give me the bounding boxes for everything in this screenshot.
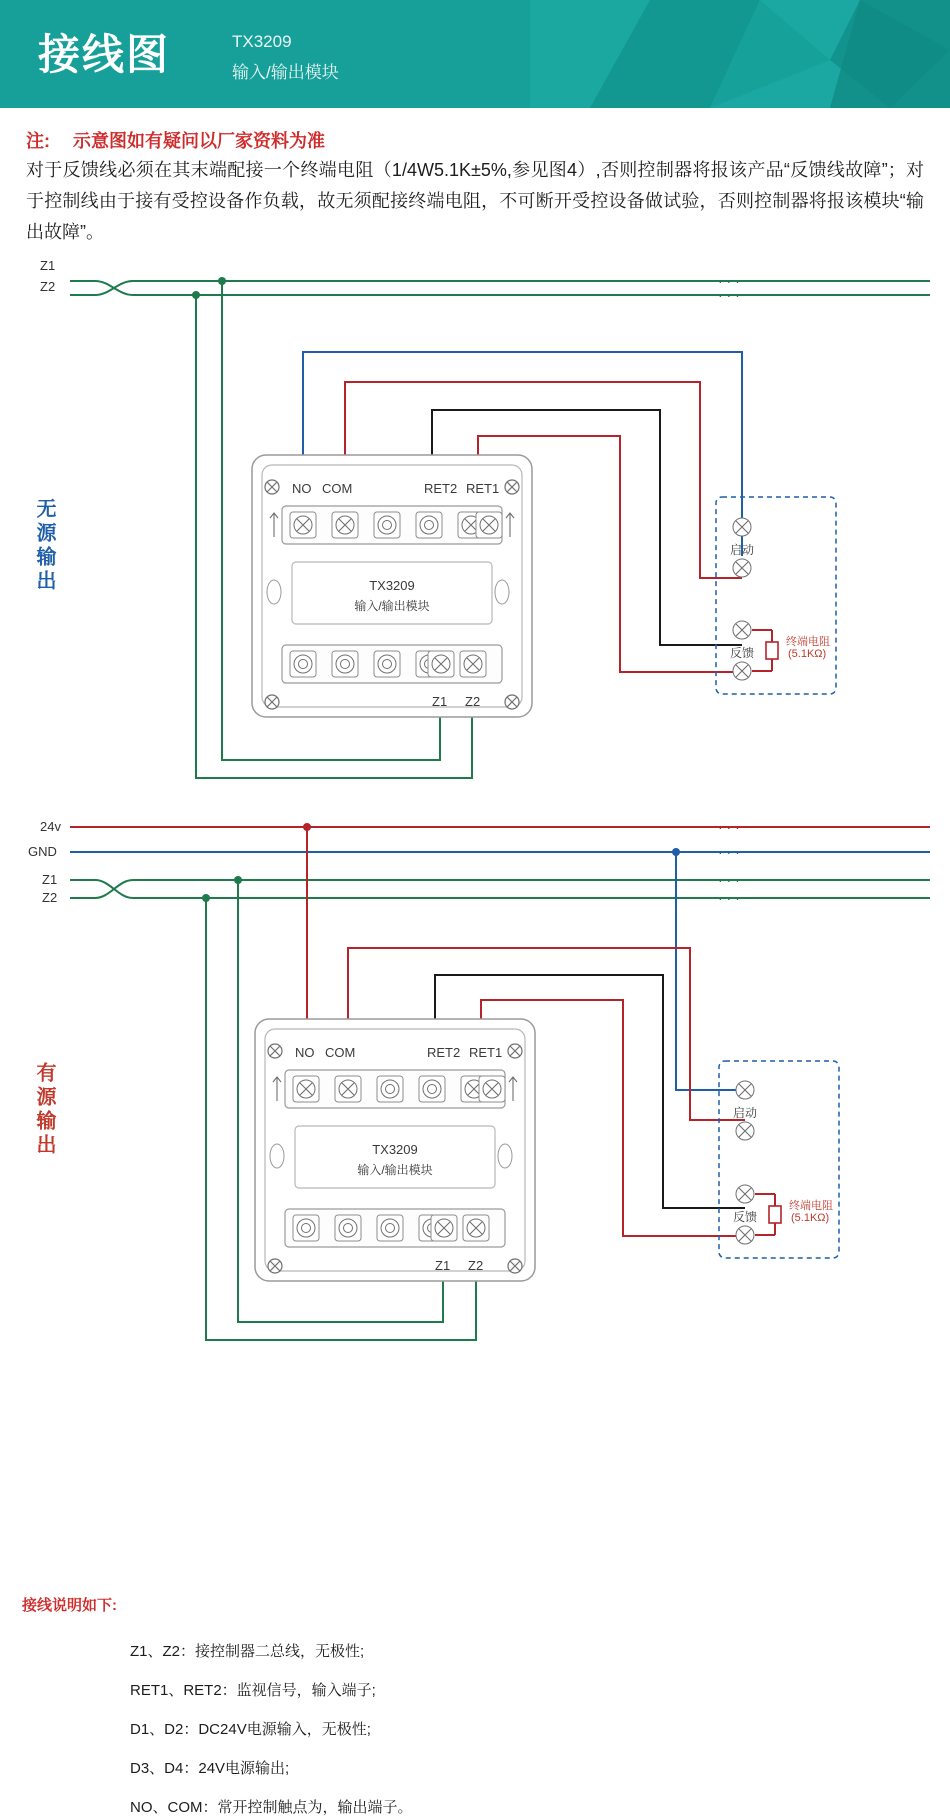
device2-resistor-label: 终端电阻 <box>789 1200 833 1212</box>
module1-desc: 输入/输出模块 <box>354 599 430 613</box>
device2-resistor-value: (5.1KΩ) <box>791 1212 830 1224</box>
section2-side-label: 有源输出 <box>33 1062 55 1158</box>
bus-label-s2-z2: Z2 <box>42 890 58 905</box>
module2-terminal-ret1: RET1 <box>469 1045 503 1060</box>
svg-text:· · ·: · · · <box>718 890 740 906</box>
device2-start-label: 启动 <box>733 1106 758 1120</box>
bottom-note-item-3: D1、D2：DC24V电源输入，无极性; <box>130 1721 371 1738</box>
module1-terminal-no: NO <box>292 481 312 496</box>
module2-bottom-z1: Z1 <box>435 1258 451 1273</box>
note-highlight: 示意图如有疑问以厂家资料为准 <box>73 131 326 151</box>
bus-label-s2-z1: Z1 <box>42 872 58 887</box>
bus-label-s2-24v: 24v <box>40 819 61 834</box>
header-model: TX3209 <box>232 32 292 51</box>
bottom-note-item-5: NO、COM：常开控制触点为，输出端子。 <box>130 1799 413 1816</box>
note-body: 对于反馈线必须在其末端配接一个终端电阻（1/4W5.1K±5%,参见图4）,否则控制器将报该产品“反馈线故障”；对于控制线由于接有受控设备作负载，故无须配接终端电阻，不可断开受控设备做试验，否则控制器将报该模块“输出故障”。 <box>26 160 924 242</box>
svg-text:· · ·: · · · <box>718 273 740 289</box>
header-subtitle: 输入/输出模块 <box>232 63 339 82</box>
svg-text:· · ·: · · · <box>718 819 740 835</box>
module2-terminal-com: COM <box>325 1045 356 1060</box>
bottom-note-item-2: RET1、RET2：监视信号，输入端子; <box>130 1682 376 1699</box>
svg-text:· · ·: · · · <box>718 287 740 303</box>
module1-terminal-com: COM <box>322 481 353 496</box>
module2-desc: 输入/输出模块 <box>357 1163 433 1177</box>
note-label: 注: <box>26 131 50 151</box>
svg-text:· · ·: · · · <box>718 872 740 888</box>
svg-text:· · ·: · · · <box>718 844 740 860</box>
device1-feedback-label: 反馈 <box>730 646 755 660</box>
module1-terminal-ret1: RET1 <box>466 481 500 496</box>
bus-label-s1-z2: Z2 <box>40 279 56 294</box>
bottom-note-item-4: D3、D4：24V电源输出; <box>130 1760 290 1777</box>
module1-name: TX3209 <box>369 578 415 593</box>
device1-resistor-value: (5.1KΩ) <box>788 648 827 660</box>
device1-start-label: 启动 <box>730 543 755 557</box>
module1-terminal-ret2: RET2 <box>424 481 458 496</box>
module1-bottom-z1: Z1 <box>432 694 448 709</box>
module2-terminal-no: NO <box>295 1045 315 1060</box>
device1-resistor-label: 终端电阻 <box>786 636 830 648</box>
bottom-notes-title: 接线说明如下: <box>22 1597 117 1614</box>
bus-label-s1-z1: Z1 <box>40 258 56 273</box>
bottom-note-item-1: Z1、Z2：接控制器二总线，无极性; <box>130 1643 365 1660</box>
module1-bottom-z2: Z2 <box>465 694 481 709</box>
module2-bottom-z2: Z2 <box>468 1258 484 1273</box>
page-title: 接线图 <box>38 31 171 78</box>
bus-label-s2-gnd: GND <box>28 844 57 859</box>
module2-terminal-ret2: RET2 <box>427 1045 461 1060</box>
module2-name: TX3209 <box>372 1142 418 1157</box>
section1-side-label: 无源输出 <box>33 498 55 594</box>
device2-feedback-label: 反馈 <box>733 1210 758 1224</box>
